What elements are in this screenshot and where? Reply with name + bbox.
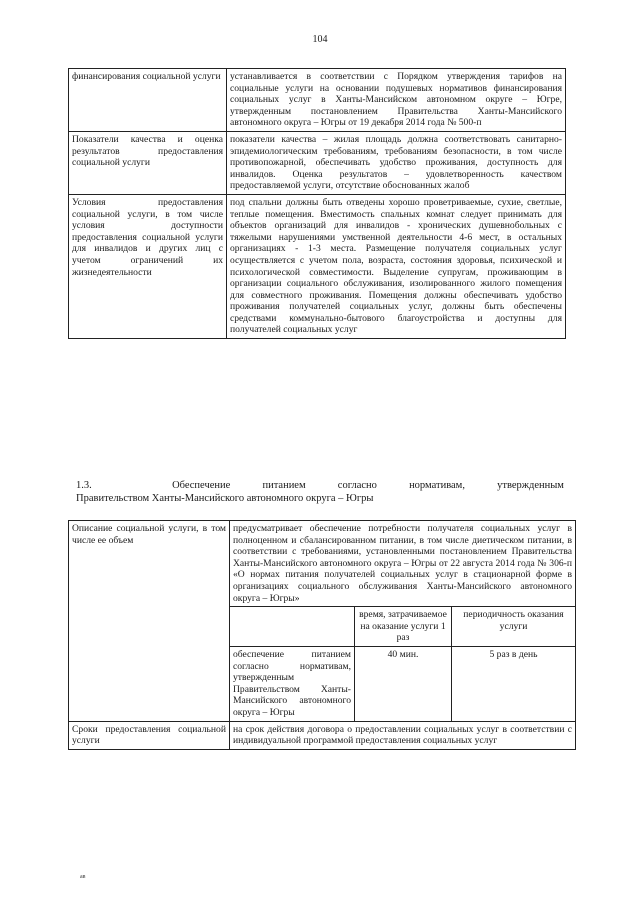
section-heading-line2: Правительством Ханты-Мансийского автономного округа – Югры — [76, 493, 374, 504]
nutrition-service-table — [68, 520, 576, 750]
row-text-funding: устанавливается в соответствии с Порядком утверждения тарифов на социальные услуги на основании подушевых нормативов финансирования социальных услуг в Ханты-Мансийском автономном округе – Югре, утвержденным постановлением Правительства Ханты-Мансийского автономного округа – Югры от 19 декабря 2014 года № 500-п — [227, 69, 566, 132]
section-heading-word: утвержденным — [497, 480, 564, 491]
table-row — [69, 721, 576, 749]
service-standard-table-continued — [68, 68, 566, 339]
table-row — [69, 521, 576, 607]
description-label: Описание социальной услуги, в том числе ее объем — [69, 521, 230, 722]
section-number: 1.3. — [76, 480, 92, 491]
service-frequency: 5 раз в день — [452, 646, 576, 721]
header-frequency: периодичность оказания услуги — [452, 607, 576, 647]
row-text-quality-indicators: показатели качества – жилая площадь должна соответствовать санитарно-эпидемиологическим требованиям, требованиям безопасности, в том числе противопожарной, обеспечивать удобство проживания, доступность для инвалидов. Оценка результатов – удовлетворенность качеством предоставляемой услуги, отсутствие обоснованных жалоб — [227, 131, 566, 194]
section-heading-word: нормативам, — [409, 480, 465, 491]
section-heading-word: питанием — [262, 480, 306, 491]
table-row — [69, 131, 566, 194]
terms-label: Сроки предоставления социальной услуги — [69, 721, 230, 749]
description-text: предусматривает обеспечение потребности получателя социальных услуг в полноценном и сбалансированном питании, в том числе диетическом питании, в соответствии с требованиями, установленными постановлением Правительства Ханты-Мансийского автономного округа – Югры от 22 августа 2014 года № 306-п «О нормах питания получателей социальных услуг в стационарной форме в организациях социального обслуживания Ханты-Мансийского автономного округа – Югры» — [230, 521, 576, 607]
table-row — [69, 69, 566, 132]
row-label-provision-conditions: Условия предоставления социальной услуги, в том числе условия доступности предоставления социальной услуги для инвалидов и других лиц с учетом ограничений их жизнедеятельности — [69, 194, 227, 338]
row-label-funding: финансирования социальной услуги — [69, 69, 227, 132]
header-time: время, затрачиваемое на оказание услуги 1 раз — [355, 607, 452, 647]
footer-mark: ав — [80, 874, 86, 880]
service-time: 40 мин. — [355, 646, 452, 721]
terms-text: на срок действия договора о предоставлении социальных услуг в соответствии с индивидуальной программой предоставления социальных услуг — [230, 721, 576, 749]
row-label-quality-indicators: Показатели качества и оценка результатов предоставления социальной услуги — [69, 131, 227, 194]
header-blank-cell — [230, 607, 355, 647]
page-number: 104 — [312, 34, 328, 45]
row-text-provision-conditions: под спальни должны быть отведены хорошо проветриваемые, сухие, светлые, теплые помещения. Вместимость спальных комнат следует принимать для объектов организаций для инвалидов - хронических душевнобольных с тяжелыми нарушениями умственной деятельности 4-6 мест, в остальных организациях - 1-3 места. Размещение получателя социальных услуг осуществляется с учетом пола, возраста, состояния здоровья, психической и психологической совместимости. Выделение супругам, проживающим в организации социального обслуживания, изолированного жилого помещения для совместного проживания. Помещения должны обеспечивать удобство проживания получателей социальных услуг, должны быть обеспечены средствами коммунально-бытового благоустройства и доступны для получателей социальных услуг — [227, 194, 566, 338]
section-heading-word: согласно — [337, 480, 377, 491]
section-heading — [76, 479, 564, 505]
table-row — [69, 194, 566, 338]
section-heading-word: Обеспечение — [172, 480, 231, 491]
service-name: обеспечение питанием согласно нормативам, утвержденным Правительством Ханты-Мансийского автономного округа – Югры — [230, 646, 355, 721]
